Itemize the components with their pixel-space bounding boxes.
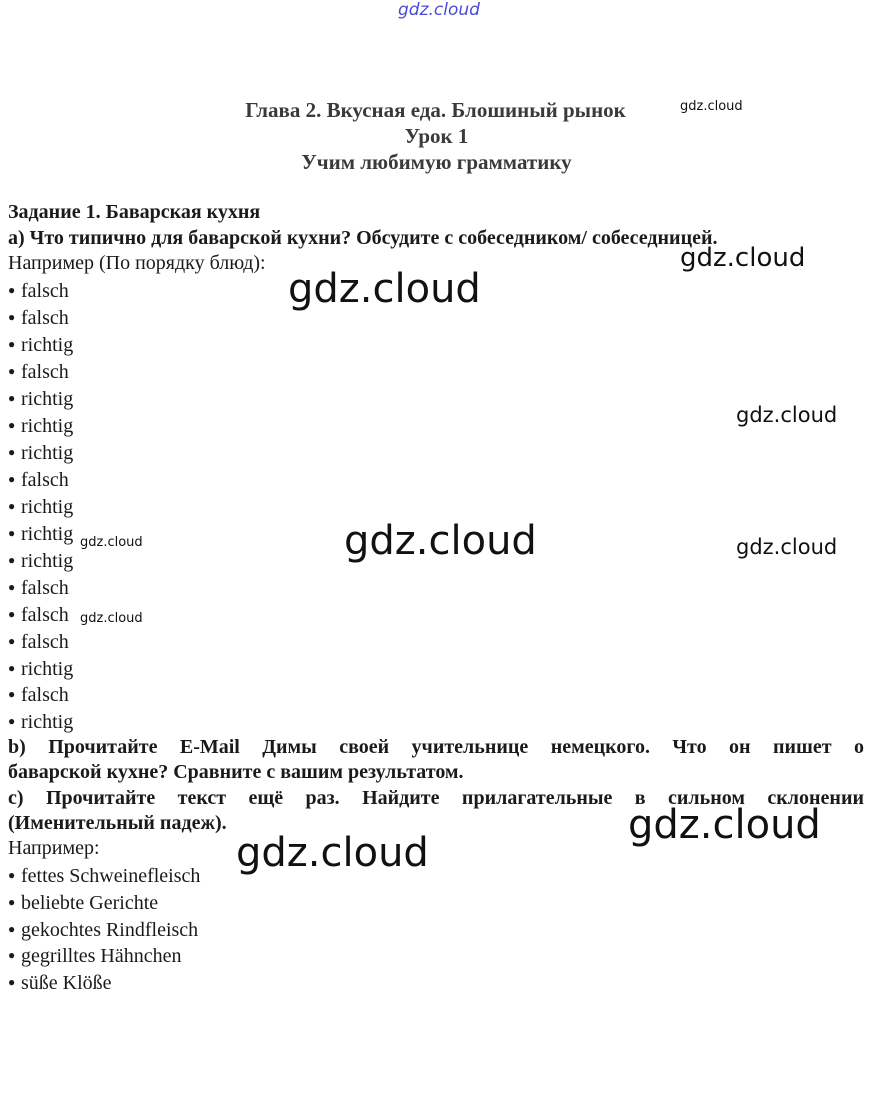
list-item: ● falsch (8, 682, 69, 707)
chapter-title: Глава 2. Вкусная еда. Блошиный рынок (245, 98, 626, 122)
task-c-example-label: Например: (8, 837, 100, 859)
list-item: ● falsch (8, 467, 69, 492)
list-item: ● richtig (8, 332, 73, 357)
list-item: ● fettes Schweinefleisch (8, 863, 200, 888)
task-c-line1: c) Прочитайте текст ещё раз. Найдите прилагательные в сильном склонении (8, 787, 864, 809)
list-item: ● süße Klöße (8, 970, 112, 995)
watermark: gdz.cloud (680, 99, 743, 114)
list-item: ● richtig (8, 494, 73, 519)
watermark: gdz.cloud (60, 1060, 123, 1075)
task-b-line1: b) Прочитайте E-Mail Димы своей учительнице немецкого. Что он пишет о (8, 736, 864, 758)
list-item: ● richtig (8, 548, 73, 573)
task-c-line2: (Именительный падеж). (8, 812, 227, 834)
watermark: gdz.cloud (80, 535, 143, 550)
watermark: gdz.cloud (344, 518, 537, 564)
watermark: gdz.cloud (628, 802, 821, 848)
task-a-question: а) Что типично для баварской кухни? Обсудите с собеседником/ собеседницей. (8, 227, 718, 249)
list-item: ● falsch (8, 278, 69, 303)
list-item: ● richtig (8, 413, 73, 438)
watermark: gdz.cloud (80, 611, 143, 626)
list-item: ● beliebte Gerichte (8, 890, 158, 915)
lesson-subtitle: Учим любимую грамматику (301, 150, 572, 174)
list-item: ● falsch (8, 629, 69, 654)
list-item: ● falsch (8, 305, 69, 330)
list-item: ● richtig (8, 440, 73, 465)
watermark: gdz.cloud (736, 403, 838, 427)
list-item: ● richtig (8, 656, 73, 681)
list-item: ● richtig (8, 521, 73, 546)
list-item: ● falsch (8, 575, 69, 600)
watermark-top: gdz.cloud (398, 0, 480, 20)
list-item: ● falsch (8, 359, 69, 384)
watermark: gdz.cloud (288, 266, 481, 312)
lesson-title: Урок 1 (404, 124, 469, 148)
watermark: gdz.cloud (680, 243, 806, 273)
list-item: ● richtig (8, 386, 73, 411)
list-item: ● gegrilltes Hähnchen (8, 943, 182, 968)
task-b-line2: баварской кухне? Сравните с вашим результатом. (8, 761, 464, 783)
list-item: ● richtig (8, 709, 73, 734)
watermark: gdz.cloud (236, 830, 429, 876)
list-item: ● falsch (8, 602, 69, 627)
list-item: ● gekochtes Rindfleisch (8, 917, 198, 942)
task-a-example-label: Например (По порядку блюд): (8, 252, 266, 274)
task-title: Задание 1. Баварская кухня (8, 201, 261, 223)
watermark: gdz.cloud (736, 535, 838, 559)
